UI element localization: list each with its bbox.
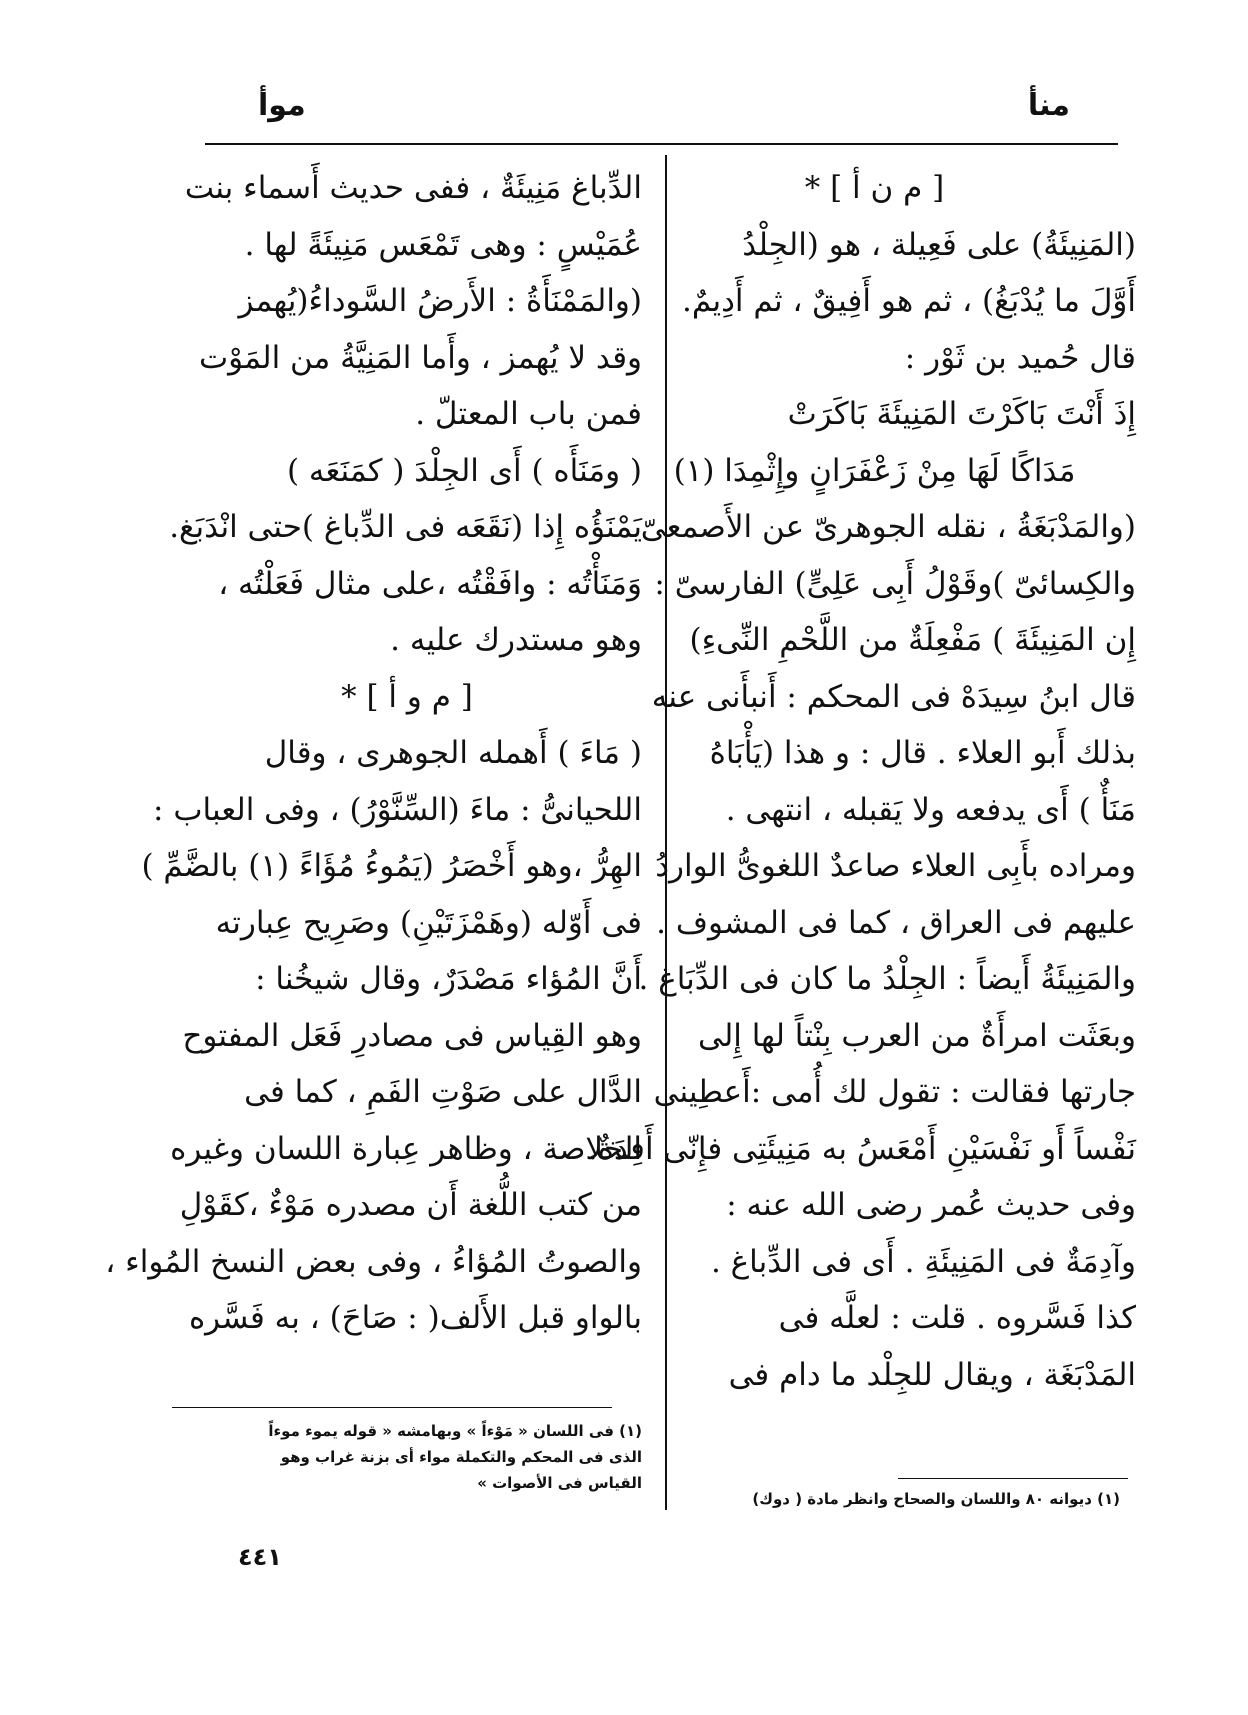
- text-line: وبعَثَت امرأَةٌ من العرب بِنْتاً لها إِلى: [697, 1017, 1136, 1054]
- running-header-left: موأ: [258, 88, 306, 123]
- text-line: الدِّباغ مَنِيئَةٌ ، ففى حديث أَسماء بنت: [184, 170, 642, 206]
- text-line: قال ابنُ سِيدَهْ فى المحكم : أَنبأَنى عنه: [651, 678, 1136, 715]
- text-line: المَدْبَغَة ، ويقال للجِلْد ما دام فى: [728, 1356, 1136, 1393]
- verse-line: مَدَاكًا لَهَا مِنْ زَعْفَرَانٍ وإِثْمِدَا (١): [673, 452, 1076, 489]
- text-line: (والمَدْبَغَةُ ، نقله الجوهرىّ عن الأَصمعىّ: [640, 509, 1136, 545]
- entry-heading-mna: [ م ن أ ] *: [804, 170, 945, 206]
- text-line: بالواو قبل الأَلف( : صَاحَ) ، به فَسَّره: [188, 1300, 642, 1336]
- text-line: الخلاصة ، وظاهر عِبارة اللسان وغيره: [170, 1130, 642, 1167]
- text-line: بذلك أَبو العلاء . قال : و هذا (يَأْبَاهُ: [709, 735, 1136, 771]
- text-line: ( ومَنَأَه ) أَى الجِلْدَ ( كمَنَعَه ): [286, 452, 642, 489]
- text-line: عليهم فى العراق ، كما فى المشوف .: [656, 904, 1136, 941]
- text-line: فى أَوّله (وهَمْزَتَيْنِ) وصَرِيح عِبارته: [215, 904, 642, 941]
- text-line: وقد لا يُهمز ، وأَما المَنِيَّةُ من المَوْت: [199, 339, 642, 376]
- footnote-rule-right: [898, 1478, 1128, 1479]
- entry-heading-mwa: [ م و أ ] *: [341, 678, 473, 715]
- text-line: والصوتُ المُؤاءُ ، وفى بعض النسخ المُواء ،: [105, 1243, 642, 1280]
- text-line: (والمَمْنَأَةُ : الأَرضُ السَّوداءُ(يُهمز: [238, 283, 642, 319]
- text-line: من كتب اللُّغة أَن مصدره مَوْءٌ ،كقَوْلِ: [179, 1187, 642, 1223]
- right-column: [587, 160, 1136, 1403]
- left-column: [105, 160, 642, 1347]
- verse-line: إِذَ أَنْتَ بَاكَرْتَ المَنِيئَةَ بَاكَرَتْ: [787, 396, 1136, 432]
- page-number: ٤٤١: [238, 1543, 282, 1571]
- text-line: اللحيانىُّ : ماءَ (السِّنَّوْرُ) ، وفى العباب :: [153, 791, 642, 828]
- text-line: إِن المَنِيئَةَ ) مَفْعِلَةٌ من اللَّحْمِ النِّىءِ): [689, 622, 1136, 658]
- text-line: عُمَيْسٍ : وهى تَمْعَس مَنِيئَةً لها .: [244, 226, 642, 263]
- footnote-line: الذى فى المحكم والتكملة مواء أى بزنة غراب وهو: [280, 1448, 642, 1466]
- text-line: كذا فَسَّروه . قلت : لعلَّه فى: [778, 1300, 1136, 1336]
- text-line: وآدِمَةٌ فى المَنِيئَةِ . أَى فى الدِّباغ .: [710, 1243, 1136, 1280]
- text-line: الهِرُّ ،وهو أَخْصَرُ (يَمُوءُ مُؤَاءً (١) بالضَّمِّ ): [141, 848, 642, 884]
- footnote-line: القياس فى الأصوات »: [477, 1474, 642, 1492]
- header-rule: [205, 143, 1118, 145]
- text-line: يَمْنَؤُه إِذا (نَقَعَه فى الدِّباغ )حتى انْدَبَغ.: [169, 509, 642, 545]
- text-line: وَمَنَأْتُه : وافَقْتُه ،على مثال فَعَلْتُه ،: [218, 565, 642, 602]
- text-line: أَوَّلَ ما يُدْبَغُ) ، ثم هو أَفِيقٌ ، ثم أَدِيمٌ.: [681, 283, 1136, 319]
- text-line: فمن باب المعتلّ .: [415, 396, 642, 432]
- text-line: وهو القِياس فى مصادرِ فَعَل المفتوح: [182, 1017, 642, 1054]
- footnote-left: [172, 1418, 642, 1496]
- text-line: والكِسائىّ )وقَوْلُ أَبِى عَلِىٍّ) الفارسىّ :: [654, 565, 1136, 602]
- text-line: قال حُميد بن ثَوْر :: [904, 339, 1136, 376]
- footnote-right: (١) ديوانه ٨٠ واللسان والصحاح وانظر مادة ( دوك): [752, 1490, 1120, 1508]
- text-line: ومراده بأَبِى العلاء صاعدٌ اللغوىُّ الواردُ: [655, 848, 1136, 884]
- text-line: جارتها فقالت : تقول لك أُمى :أَعطِينى: [653, 1074, 1136, 1110]
- text-line: ( مَاءَ ) أَهمله الجوهرى ، وقال: [264, 735, 642, 771]
- text-line: الدَّال على صَوْتِ الفَمِ ، كما فى: [244, 1074, 642, 1110]
- text-line: مَنَأٌ ) أَى يدفعه ولا يَقبله ، انتهى .: [725, 791, 1136, 828]
- text-line: والمَنِيئَةُ أَيضاً : الجِلْدُ ما كان فى الدِّبَاغ .: [638, 961, 1136, 997]
- text-line: أَنَّ المُؤاء مَصْدَرٌ، وقال شيخُنا :: [255, 961, 642, 997]
- footnote-rule-left: [172, 1407, 612, 1408]
- text-line: وفى حديث عُمر رضى الله عنه :: [726, 1187, 1136, 1223]
- text-line: نَفْساً أَو نَفْسَيْنِ أَمْعَسُ به مَنِيئَتِى فإِنّى أَفِدَةٌ.: [587, 1130, 1136, 1167]
- running-header-right: منأ: [1027, 88, 1070, 123]
- text-line: (المَنِيئَةُ) على فَعِيلة ، هو (الجِلْدُ: [742, 226, 1136, 263]
- footnote-line: (١) فى اللسان « مَوْءاً » وبهامشه « قوله يموء موءاً: [268, 1422, 642, 1440]
- text-line: وهو مستدرك عليه .: [390, 622, 642, 658]
